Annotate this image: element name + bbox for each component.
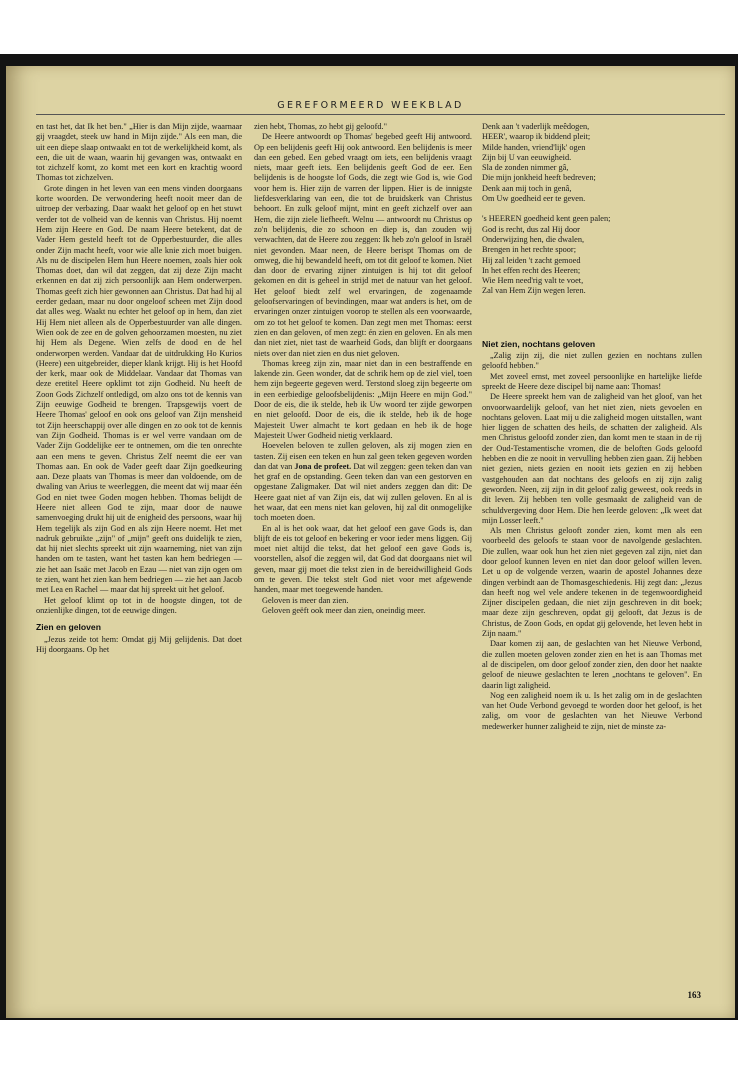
text-run: Dat wil zeggen: geen teken dan van het graf en de opstanding. Geen teken dan van een gestorven en opgestane Zaligmaker. Dat wil niet anders zeggen dan dit: De Heere gaat niet af van Zijn eis, dat wij zullen geloven. En al is het waar, dat een mens niet kan geloven, hij zal dit onmogelijke toch moeten doen.: [254, 461, 472, 523]
running-header: GEREFORMEERD WEEKBLAD: [277, 100, 464, 111]
paragraph: Met zoveel ernst, met zoveel persoonlijke en hartelijke liefde spreekt de Heere deze discipel bij name aan: Thomas!: [482, 371, 702, 391]
paragraph: De Heere spreekt hem van de zaligheid van het gloof, van het onvoorwaardelijk geloof, van het niet zien, niets gevoelen en nochtans geloven. Laat mij u die zaligheid mogen uitstallen, want hier liggen de schatten des heils, de schatten der zaligheid. Als men Christus geloofd zonder zien, dan komt men te staan in de rij der Oud-Testamentische vromen, die de beloften Gods geloofd hebben en die ze nooit in vervulling hebben zien gaan. Zij hebben niet gezien, niets gezien en nooit iets gezien en zij hebben vastgehouden aan dat nochtans des geloofs en zij zijn zalig geworden. Neen, zij zijn in dit geloof zalig geweest, ook reeds in dit leven. Zij hebben ten volle gesmaakt de zaligheid van de schuldvergeving door Hem. Die hen leerde geloven: „Ik weet dat mijn Losser leeft.": [482, 392, 702, 525]
verse-line: Zal van Hem Zijn wegen leren.: [482, 286, 586, 296]
header-rule: [36, 114, 725, 115]
column-right: [482, 122, 702, 732]
paragraph: De Heere antwoordt op Thomas' begebed geeft Hij antwoord. Op een belijdenis geeft Hij ook antwoord. Een belijdenis is meer dan een gebed. Een gebed vraagt om iets, een belijdenis vraagt niets, maar geeft iets. Een belijdenis geeft God de eer. Een belijdenis is de hoogste lof Gods, die zegt wie God is, wie God voor hem is. Hier zijn de varren der lippen. Hier is de innigste liefdesverklaring van een, die tot de bruidskerk van Christus behoort. En zulk geloof mijnt, mint en geeft zichzelf over aan Hem, die zijn ziele liefheeft. Welnu — antwoordt nu Christus op zo'n belijdenis, die zo schoon en diep is, dan zouden wij verwachten, dat de Heere zou zeggen: Ik heb zo'n geloof in Israël niet gevonden. Maar neen, de Heere berispt Thomas om de omweg, die hij bewandeld heeft, om tot dit geloof te komen. Niet dan door de ervaring zijner zintuigen is hij tot dit geloof gekomen en dit is geheel in strijd met de natuur van het geloof. Het geloof biedt zelf wel ervaringen, de zogenaamde geloofservaringen of bevindingen, maar wat anders is het, om de ervaringen onzer zintuigen voorop te stellen als een voorwaarde, om zo tot het geloof te komen. Dan zegt men met Thomas: eerst zien en dan geloven, of men zegt: én zien en geloven. En als men dan niet ziet, niet tast de waarheid Gods, dan blijft er doorgaans niets over dan niet zien en dus niet geloven.: [254, 132, 472, 358]
verse-line: Om Uw goedheid eer te geven.: [482, 194, 586, 204]
section-gap: [482, 297, 702, 333]
paragraph: Het geloof klimt op tot in de hoogste dingen, tot de onzienlijke dingen, tot de eeuwige dingen.: [36, 595, 242, 615]
psalm-verse-2: [482, 214, 702, 296]
paragraph: en tast het, dat Ik het ben." „Hier is dan Mijn zijde, waarnaar gij vraagdet, steek uw hand in Mijn zijde." Als een man, die uit een diepe slaap ontwaakt en tot de werkelijkheid komt, als een, die uit de waan, waarin hij gevangen was, ontwaakt en tot zichzelf komt, zo komt met een kort en krachtig woord Thomas tot zichzelven.: [36, 122, 242, 183]
page-number: 163: [687, 990, 701, 1000]
verse-line: Denk aan 't vaderlijk meêdogen,: [482, 122, 590, 131]
paragraph: Geloven geëft ook meer dan zien, oneindig meer.: [262, 605, 426, 615]
verse-line: In het effen recht des Heeren;: [482, 265, 581, 275]
verse-line: Denk aan mij toch in genâ,: [482, 183, 572, 193]
section-heading: Niet zien, nochtans geloven: [482, 338, 596, 349]
text-run: Hoevelen beloven te zullen geloven, als zij mogen zien en tasten. Zij eisen een teken en hun zal geen teken gegeven worden dan dat van: [254, 441, 472, 471]
magazine-page: [6, 66, 735, 1018]
paragraph: „Zalig zijn zij, die niet zullen gezien en nochtans zullen geloofd hebben.": [482, 351, 702, 371]
psalm-verse-1: [482, 122, 702, 204]
paragraph: „Jezus zeide tot hem: Omdat gij Mij gelijdenis. Dat doet Hij doorgaans. Op het: [36, 634, 242, 654]
paragraph: Als men Christus gelooft zonder zien, komt men als een voorbeeld des geloofs te staan voor de navolgende geslachten. Die zullen, waar ook hun het zien niet gegeven zal zijn, niet dan door geloof kunnen leven en niet dan door geloof willen leven. Let u op de volgende verzen, waarin de apostel Johannes deze dingen verbindt aan de Thomasgeschiedenis. Hij zegt dan: „Jezus dan heeft nog wel vele andere tekenen in de tegenwoordigheid Zijner discipelen gedaan, die niet zijn geschreven in dit boek; maar deze zijn geschreven, opdat gij gelooft, dat Jezus is de Christus, de Zoon Gods, en opdat gij gelovende, het leven hebt in Zijn naam.": [482, 526, 702, 639]
paragraph: En al is het ook waar, dat het geloof een gave Gods is, dan blijft de eis tot geloof en bekering er voor ieder mens liggen. Gij moet niet altijd die tekst, dat het geloof een gave Gods is, voorstellen, alsof die zeggen wil, dat God dat doorgaans niet wil geven, maar gij moet die tekst zien in de bereidwilligheid Gods om te geven. Die tekst stelt God niet voor met afgewende handen, maar met toegewende handen.: [254, 523, 472, 595]
verse-line: God is recht, dus zal Hij door: [482, 224, 580, 234]
verse-line: Sla de zonden nimmer gâ,: [482, 163, 569, 173]
verse-line: HEER', waarop ik biddend pleit;: [482, 132, 591, 142]
paragraph: Grote dingen in het leven van een mens vinden doorgaans korte woorden. De verwondering heeft nooit meer dan de uitroep der verbazing. Daar waakt het geloof op en het stuwt verder tot de volheid van de kennis van Christus. Hij noemt Hem zijn Heere en God. De naam Heere betekent, dat de Vader Hem gesteld heeft tot de Opperbestuurder, die alles onder Zijn macht heeft, voor wie alle knie zich moet buigen. Als nu de discipelen Hem hun Heere noemen, zoals hier ook Thomas doet, dan wil dat zeggen, dat zij deze Zijn macht erkennen en dat zij zich persoonlijk aan Hem onderwerpen. Thomas geeft zich hier gewonnen aan Christus. Dat had hij al eerder gedaan, maar nu door ongeloof scheen met Zijn dood dat alles weg. Waakt nu echter het geloof op in hem, dan ziet Hij Hem niet alleen als de Opperbestuurder van alle dingen. Wien ook de zee en de golven gehoorzamen moesten, nu ziet hij Hem als Degene. Wien zelfs de dood en de hel onderworpen werden. Vandaar dat de uitdrukking Ho Kurios (Heere) een uitgebreider, dieper klank krijgt. Hij is het Hoofd der kerk, maar ook de Middelaar. Vandaar dat Thomas van deze eretitel Heere opklimt tot zijn Godheid. Nu heeft de Zoon Gods Zichzelf ontledigd, om alzo ons tot de kennis van Zijn eeuwige Godheid te brengen. Trapsgewijs voert de Heere Thomas' geloof en ook ons geloof van Zijn mensheid tot Zijn heerschappij over alle dingen en zo ook tot de kennis van Zijn Godheid. Thomas is er wel verre vandaan om de Vader Zijn Goddelijke eer te ontnemen, om die ten onrechte aan een mens te geven. Christus Zelf neemt die eer van Thomas aan. En ook de Vader geeft daar Zijn goedkeuring aan. Deze plaats van Thomas is meer dan voldoende, om de dwaling van Arius te weerleggen, die meent dat wij maar één God en niet twee Goden mogen hebben. Thomas belijdt de Heere niet alleen God te zijn, maar door de nauwe samenvoeging drukt hij uit de enigheid des persoons, waar hij Hem tegelijk als zijn God en als zijn Heere noemt. Het met nadruk gebruikte „zijn" of „mijn" geeft ons duidelijk te zien, dat hij niet slechts spreekt uit zijn waarneming, niet van zijn handen om te tasten, want het tasten kan hem bedriegen — zie het aan Isaäc met Jacob en Ezau — niet van zijn ogen om te zien, want het zien kan hem bedriegen — zie het aan Jacob met Lea en Rachel — maar dat hij spreekt uit het geloof.: [36, 183, 242, 595]
scan-background: [0, 54, 738, 1020]
verse-line: Wie Hem need'rig valt te voet,: [482, 276, 584, 286]
paragraph: zien hebt, Thomas, zo hebt gij geloofd.": [254, 122, 387, 131]
column-middle: [254, 122, 472, 616]
bold-reference: Jona de profeet.: [294, 461, 352, 471]
verse-line: Hij zal leiden 't zacht gemoed: [482, 255, 581, 265]
paragraph: Nog een zaligheid noem ik u. Is het zalig om in de geslachten van het Oude Verbond gevoegd te worden door het geloof, is het zalig, om voor de geslachten van het Nieuwe Verbond medewerker hunner zaligheid te zijn, niet de minste za-: [482, 690, 702, 731]
verse-line: Brengen in het rechte spoor;: [482, 245, 577, 255]
paragraph: Thomas kreeg zijn zin, maar niet dan in een bestraffende en lakende zin. Geen wonder, dat de schrik hem op de ziel viel, toen hem zijn begeerte gegeven werd. Terstond sloeg zijn begeerte om in een eerbiedige geloofsbelijdenis: „Mijn Heere en mijn God." Door de eis, die ik stelde, heb ik Uw woord ter zijde geworpen en niet geloofd. Door de eis, die ik stelde, heb ik de hoge Majesteit Uwer almacht te kort gedaan en heb ik de hoge Majesteit Uwer Godheid nietig verklaard.: [254, 358, 472, 440]
paragraph: Daar komen zij aan, de geslachten van het Nieuwe Verbond, die zullen moeten geloven zonder zien en het is aan Thomas met al de discipelen, om door geloof zonder zien, den door het naakte geloof de nieuwe geslachten te leren „nochtans te geloven". En daarin ligt zaligheid.: [482, 639, 702, 690]
verse-line: Onderwijzing hen, die dwalen,: [482, 234, 585, 244]
paragraph: Geloven is meer dan zien.: [262, 595, 349, 605]
paragraph: [254, 441, 472, 523]
verse-line: 's HEEREN goedheid kent geen palen;: [482, 214, 611, 224]
verse-line: Die mijn jonkheid heeft bedreven;: [482, 173, 596, 183]
column-left: [36, 122, 242, 655]
verse-line: Zijn bij U van eeuwigheid.: [482, 152, 572, 162]
section-heading: Zien en geloven: [36, 622, 101, 633]
verse-line: Milde handen, vriend'lijk' ogen: [482, 142, 586, 152]
verse-gap: [482, 204, 702, 214]
